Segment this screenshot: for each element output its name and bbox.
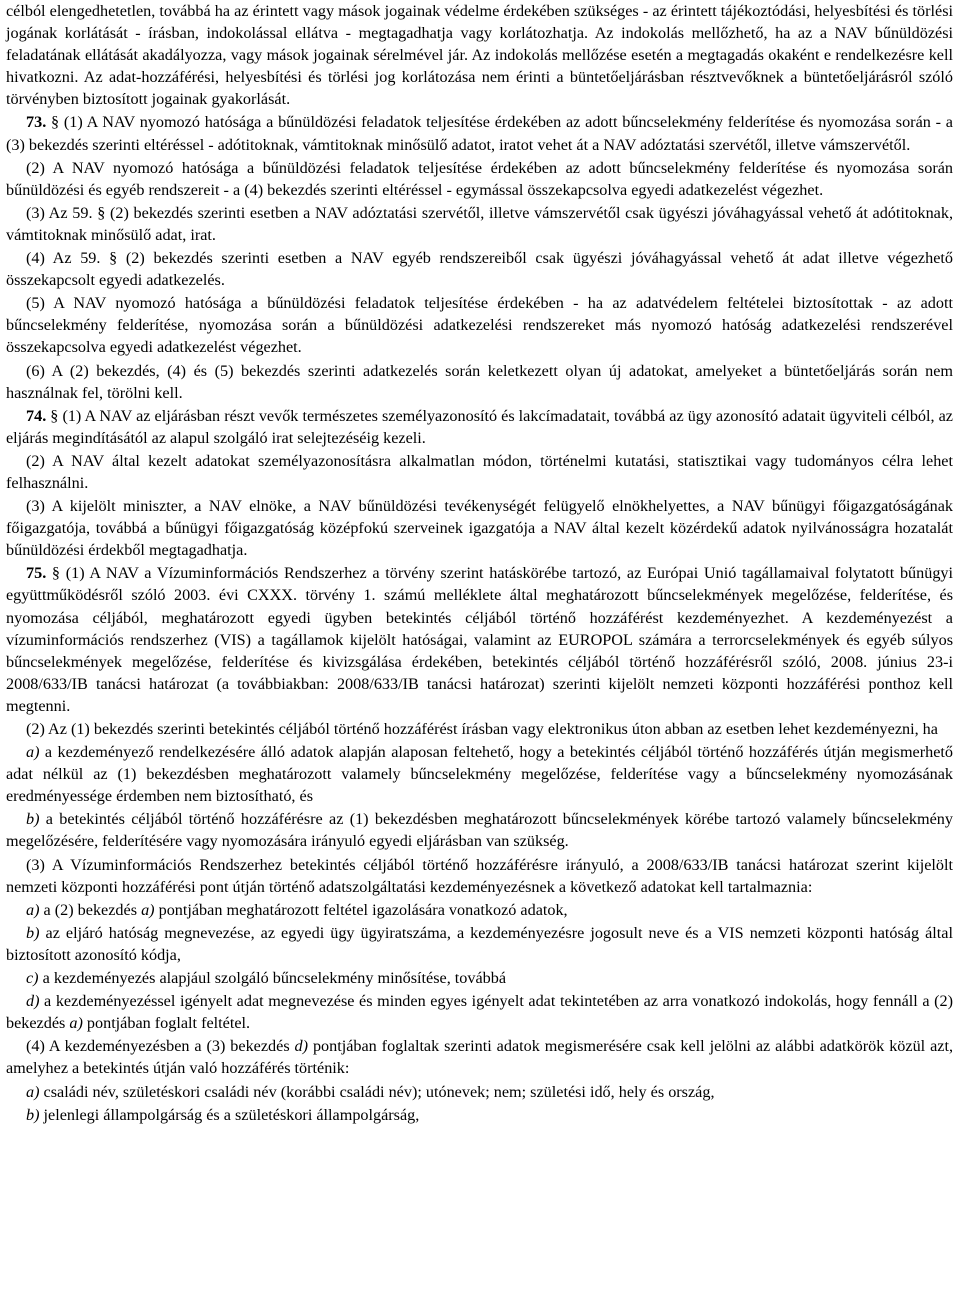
section-number: 73.: [26, 113, 47, 132]
paragraph-text: (2) A NAV által kezelt adatokat személyazonosításra alkalmatlan módon, történelmi kutatási, statisztikai vagy tudományos célra lehet felhasználni.: [6, 451, 953, 492]
paragraph-text: (2) A NAV nyomozó hatósága a bűnüldözési feladatok teljesítése érdekében az adott bűncselekmény felderítése és nyomozása során bűnüldözési és egyéb rendszereit - a (4) bekezdés szerinti eltéréssel - egymással összekapcsolva egyedi adatkezelést végezhet.: [6, 158, 953, 199]
paragraph-text: családi név, születéskori családi név (korábbi családi név); utónevek; nem; születési idő, hely és ország,: [39, 1082, 715, 1101]
paragraph-text: § (1) A NAV a Vízuminformációs Rendszerhez a törvény szerint hatáskörébe tartozó, az Európai Unió tagállamaival folytatott bűnügyi együttműködésről szóló 2003. évi CXXX. törvény 1. számú melléklete által meghatározott bűncselekmények megelőzése, felderítése, és nyomozása céljából, meghatározott egyedi ügyben betekintés céljából történő hozzáférést kezdeményezhet. A kezdeményezést a vízuminformációs rendszerhez (VIS) a tagállamok kijelölt hatóságai, valamint az EUROPOL számára a terrorcselekmények és egyéb súlyos bűncselekmények megelőzése, felderítése és kivizsgálása érdekében, betekintés céljából történő hozzáférésről szóló, 2008. június 23-i 2008/633/IB tanácsi határozat (a továbbiakban: 2008/633/IB tanácsi határozat) szerinti kijelölt nemzeti központi hozzáférési ponthoz kell megtenni.: [6, 564, 953, 715]
paragraph-text: (3) Az 59. § (2) bekezdés szerinti esetben a NAV adóztatási szervétől, illetve vámszervétől csak ügyészi jóváhagyással vehető át adótitoknak, vámtitoknak minősülő adat, irat.: [6, 203, 953, 244]
paragraph: [6, 808, 953, 852]
paragraph-text: (4) A kezdeményezésben a (3) bekezdés: [26, 1037, 295, 1056]
paragraph: [6, 922, 953, 966]
paragraph-text: a kezdeményezéssel igényelt adat megnevezése és minden egyes igényelt adat tekintetében az arra vonatkozó indokolás, hogy fennáll a (2) bekezdés: [6, 992, 953, 1033]
point-label: a): [26, 743, 40, 762]
section-number: 74.: [26, 406, 47, 425]
paragraph: [6, 157, 953, 201]
paragraph: [6, 899, 953, 921]
paragraph: [6, 405, 953, 449]
point-label: a): [69, 1014, 83, 1033]
paragraph: [6, 0, 953, 110]
point-label: d): [294, 1037, 309, 1056]
paragraph-text: a kezdeményező rendelkezésére álló adatok alapján alaposan feltehető, hogy a betekintés céljából történő hozzáférés útján megismerhető adat nélkül az (1) bekezdésben meghatározott valamely bűncselekmény megelőzése, felderítése vagy a bűncselekmény nyomozásának eredményessége érdemben nem biztosítható, és: [6, 743, 953, 806]
paragraph: [6, 718, 953, 740]
paragraph: [6, 292, 953, 358]
paragraph-text: pontjában meghatározott feltétel igazolására vonatkozó adatok,: [154, 900, 568, 919]
section-number: 75.: [26, 564, 47, 583]
point-label: d): [26, 992, 40, 1011]
paragraph: [6, 1081, 953, 1103]
point-label: b): [26, 923, 40, 942]
paragraph-text: (2) Az (1) bekezdés szerinti betekintés céljából történő hozzáférést írásban vagy elektronikus úton abban az esetben lehet kezdeményezni, ha: [26, 720, 938, 738]
point-label: b): [26, 810, 40, 829]
point-label: a): [26, 900, 40, 919]
paragraph-text: pontjában foglaltak szerinti adatok megismerésére csak kell jelölni az alábbi adatkörök közül azt, amelyhez a betekintés útján való hozzáférés történik:: [6, 1037, 953, 1078]
point-label: a): [141, 900, 155, 919]
paragraph: [6, 450, 953, 494]
paragraph: [6, 990, 953, 1034]
paragraph: [6, 495, 953, 561]
paragraph-text: a kezdeményezés alapjául szolgáló bűncselekmény minősítése, továbbá: [38, 969, 507, 988]
paragraph-text: az eljáró hatóság megnevezése, az egyedi ügy ügyiratszáma, a kezdeményezésre jogosult neve és a VIS nemzeti központi hatóság által biztosított azonosító kódja,: [6, 923, 953, 964]
paragraph: [6, 854, 953, 898]
paragraph-text: (4) Az 59. § (2) bekezdés szerinti esetben a NAV egyéb rendszereiből csak ügyészi jóváhagyással vehető át adat illetve végezhető összekapcsolt egyedi adatkezelés.: [6, 249, 953, 290]
paragraph-text: (5) A NAV nyomozó hatósága a bűnüldözési feladatok teljesítése érdekében - ha az adatvédelem feltételei biztosítottak - az adott bűncselekmény felderítése, nyomozása során a bűnüldözési adatkezelési rendszereket más nyomozó hatóság adatkezelési rendszerével összekapcsolva egyedi adatkezelést végezhet.: [6, 294, 953, 357]
paragraph-text: (6) A (2) bekezdés, (4) és (5) bekezdés szerinti adatkezelés során keletkezett olyan új adatokat, amelyeket a büntetőeljárás során nem használnak fel, törölni kell.: [6, 361, 953, 402]
paragraph-text: pontjában foglalt feltétel.: [82, 1014, 251, 1033]
point-label: a): [26, 1082, 40, 1101]
paragraph-text: jelenlegi állampolgárság és a születéskori állampolgárság,: [39, 1105, 420, 1124]
paragraph-text: célból elengedhetetlen, továbbá ha az érintett vagy mások jogainak védelme érdekében szükséges - az érintett tájékoztódási, helyesbítési és törlési jogának korlátását - írásban, indokolással ellátva - megtagadhatja vagy korlátozhatja. Az indokolás mellőzhető, ha az a NAV bűnüldözési feladatának ellátását akadályozza, vagy mások jogainak sérelmével jár. Az indokolás mellőzése esetén a megtagadás okaként e rendelkezésre kell hivatkozni. Az adat-hozzáférési, helyesbítési és törlési jog korlátozása nem érinti a büntetőeljárásban résztvevőknek a büntetőeljárásról szóló törvényben biztosított jogainak gyakorlását.: [6, 2, 953, 109]
paragraph: [6, 360, 953, 404]
paragraph-text: § (1) A NAV az eljárásban részt vevők természetes személyazonosító és lakcímadatait, továbbá az ügy azonosító adatait ügyviteli célból, az eljárás megindításától az alapul szolgáló irat selejtezéséig kezeli.: [6, 406, 953, 447]
paragraph: [6, 1104, 953, 1126]
paragraph: [6, 202, 953, 246]
paragraph: [6, 247, 953, 291]
paragraph-text: (3) A kijelölt miniszter, a NAV elnöke, a NAV bűnüldözési tevékenységét felügyelő elnökhelyettes, a NAV bűnügyi főigazgatóságának főigazgatója, továbbá a bűnügyi főigazgatóság középfokú szerveinek igazgatója a NAV által kezelt közérdekű adatok nyilvánosságra hozatalát bűnüldözési érdekből megtagadhatja.: [6, 497, 953, 560]
point-label: c): [26, 969, 39, 988]
paragraph-text: (3) A Vízuminformációs Rendszerhez betekintés céljából történő hozzáférésre irányuló, a 2008/633/IB tanácsi határozat szerint kijelölt nemzeti központi hozzáférési pont útján történő adatszolgáltatási kezdeményezésnek a következő adatokat kell tartalmaznia:: [6, 855, 953, 896]
paragraph: [6, 741, 953, 807]
paragraph: [6, 562, 953, 717]
paragraph: [6, 111, 953, 155]
paragraph-text: a betekintés céljából történő hozzáférésre az (1) bekezdésben meghatározott bűncselekmények körébe tartozó valamely bűncselekmény megelőzésére, felderítésére vagy nyomozására irányuló egyedi eljárásban van szükség.: [6, 810, 953, 851]
paragraph-text: § (1) A NAV nyomozó hatósága a bűnüldözési feladatok teljesítése érdekében az adott bűncselekmény felderítése és nyomozása során - a (3) bekezdés szerinti eltéréssel - adótitoknak, vámtitoknak minősülő adatot, iratot vehet át a NAV adóztatási szervétől, illetve vámszervétől.: [6, 113, 953, 154]
paragraph-text: a (2) bekezdés: [39, 900, 142, 919]
paragraph: [6, 1035, 953, 1079]
paragraph: [6, 967, 953, 989]
point-label: b): [26, 1105, 40, 1124]
